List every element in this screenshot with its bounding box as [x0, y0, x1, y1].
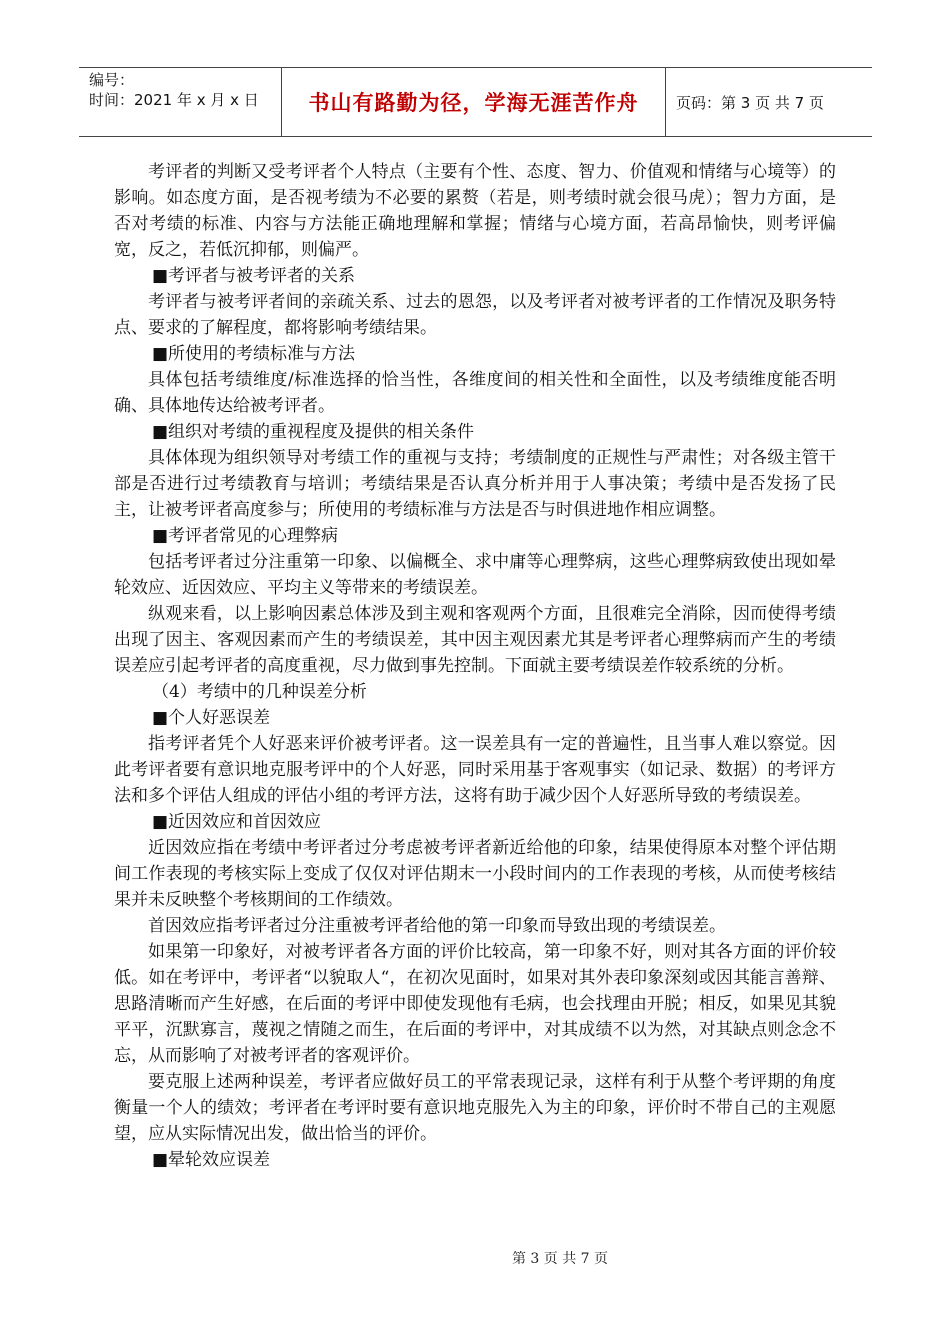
header-motto: 书山有路勤为径，学海无涯苦作舟: [281, 68, 666, 136]
section-heading: ■个人好恶误差: [152, 708, 271, 728]
document-body: [114, 159, 836, 1173]
section-heading: （4）考绩中的几种误差分析: [152, 682, 367, 702]
body-paragraph: 如果第一印象好，对被考评者各方面的评价比较高，第一印象不好，则对其各方面的评价较低。如在考评中，考评者“以貌取人“，在初次见面时，如果对其外表印象深刻或因其能言善辩、思路清晰而产生好感，在后面的考评中即使发现他有毛病，也会找理由开脱；相反，如果见其貌平平，沉默寡言，蔑视之情随之而生，在后面的考评中，对其成绩不以为然，对其缺点则念念不忘，从而影响了对被考评者的客观评价。: [114, 942, 836, 1066]
section-heading: ■组织对考绩的重视程度及提供的相关条件: [152, 422, 475, 442]
header-page-label: 页码：第 3 页 共 7 页: [676, 93, 824, 112]
body-paragraph: 考评者与被考评者间的亲疏关系、过去的恩怨，以及考评者对被考评者的工作情况及职务特点、要求的了解程度，都将影响考绩结果。: [114, 292, 836, 338]
body-paragraph: 近因效应指在考绩中考评者过分考虑被考评者新近给他的印象，结果使得原本对整个评估期间工作表现的考核实际上变成了仅仅对评估期末一小段时间内的工作表现的考核，从而使考核结果并未反映整个考核期间的工作绩效。: [114, 838, 836, 910]
section-heading: ■所使用的考绩标准与方法: [152, 344, 356, 364]
page-footer: 第 3 页 共 7 页: [511, 1251, 609, 1267]
body-paragraph: 要克服上述两种误差，考评者应做好员工的平常表现记录，这样有利于从整个考评期的角度衡量一个人的绩效；考评者在考评时要有意识地克服先入为主的印象，评价时不带自己的主观愿望，应从实际情况出发，做出恰当的评价。: [114, 1072, 836, 1144]
page-header: [79, 67, 872, 137]
body-paragraph: 纵观来看，以上影响因素总体涉及到主观和客观两个方面，且很难完全消除，因而使得考绩出现了因主、客观因素而产生的考绩误差，其中因主观因素尤其是考评者心理弊病而产生的考绩误差应引起考评者的高度重视，尽力做到事先控制。下面就主要考绩误差作较系统的分析。: [114, 604, 836, 676]
body-paragraph: 考评者的判断又受考评者个人特点（主要有个性、态度、智力、价值观和情绪与心境等）的影响。如态度方面，是否视考绩为不必要的累赘（若是，则考绩时就会很马虎）；智力方面，是否对考绩的标准、内容与方法能正确地理解和掌握；情绪与心境方面，若高昂愉快，则考评偏宽，反之，若低沉抑郁，则偏严。: [114, 162, 836, 260]
body-paragraph: 具体包括考绩维度/标准选择的恰当性，各维度间的相关性和全面性，以及考绩维度能否明确、具体地传达给被考评者。: [114, 370, 836, 416]
document-time-label: 时间：2021 年 x 月 x 日: [89, 91, 259, 109]
body-paragraph: 具体体现为组织领导对考绩工作的重视与支持；考绩制度的正规性与严肃性；对各级主管干部是否进行过考绩教育与培训；考绩结果是否认真分析并用于人事决策；考绩中是否发扬了民主，让被考评者高度参与；所使用的考绩标准与方法是否与时俱进地作相应调整。: [114, 448, 836, 520]
body-paragraph: 首因效应指考评者过分注重被考评者给他的第一印象而导致出现的考绩误差。: [148, 916, 726, 936]
section-heading: ■考评者常见的心理弊病: [152, 526, 339, 546]
header-left-cell: [79, 68, 281, 136]
body-paragraph: 指考评者凭个人好恶来评价被考评者。这一误差具有一定的普遍性，且当事人难以察觉。因此考评者要有意识地克服考评中的个人好恶，同时采用基于客观事实（如记录、数据）的考评方法和多个评估人组成的评估小组的考评方法，这将有助于减少因个人好恶所导致的考绩误差。: [114, 734, 836, 806]
section-heading: ■近因效应和首因效应: [152, 812, 322, 832]
body-paragraph: 包括考评者过分注重第一印象、以偏概全、求中庸等心理弊病，这些心理弊病致使出现如晕轮效应、近因效应、平均主义等带来的考绩误差。: [114, 552, 836, 598]
section-heading: ■晕轮效应误差: [152, 1150, 271, 1170]
document-number-label: 编号：: [89, 71, 135, 89]
section-heading: ■考评者与被考评者的关系: [152, 266, 356, 286]
